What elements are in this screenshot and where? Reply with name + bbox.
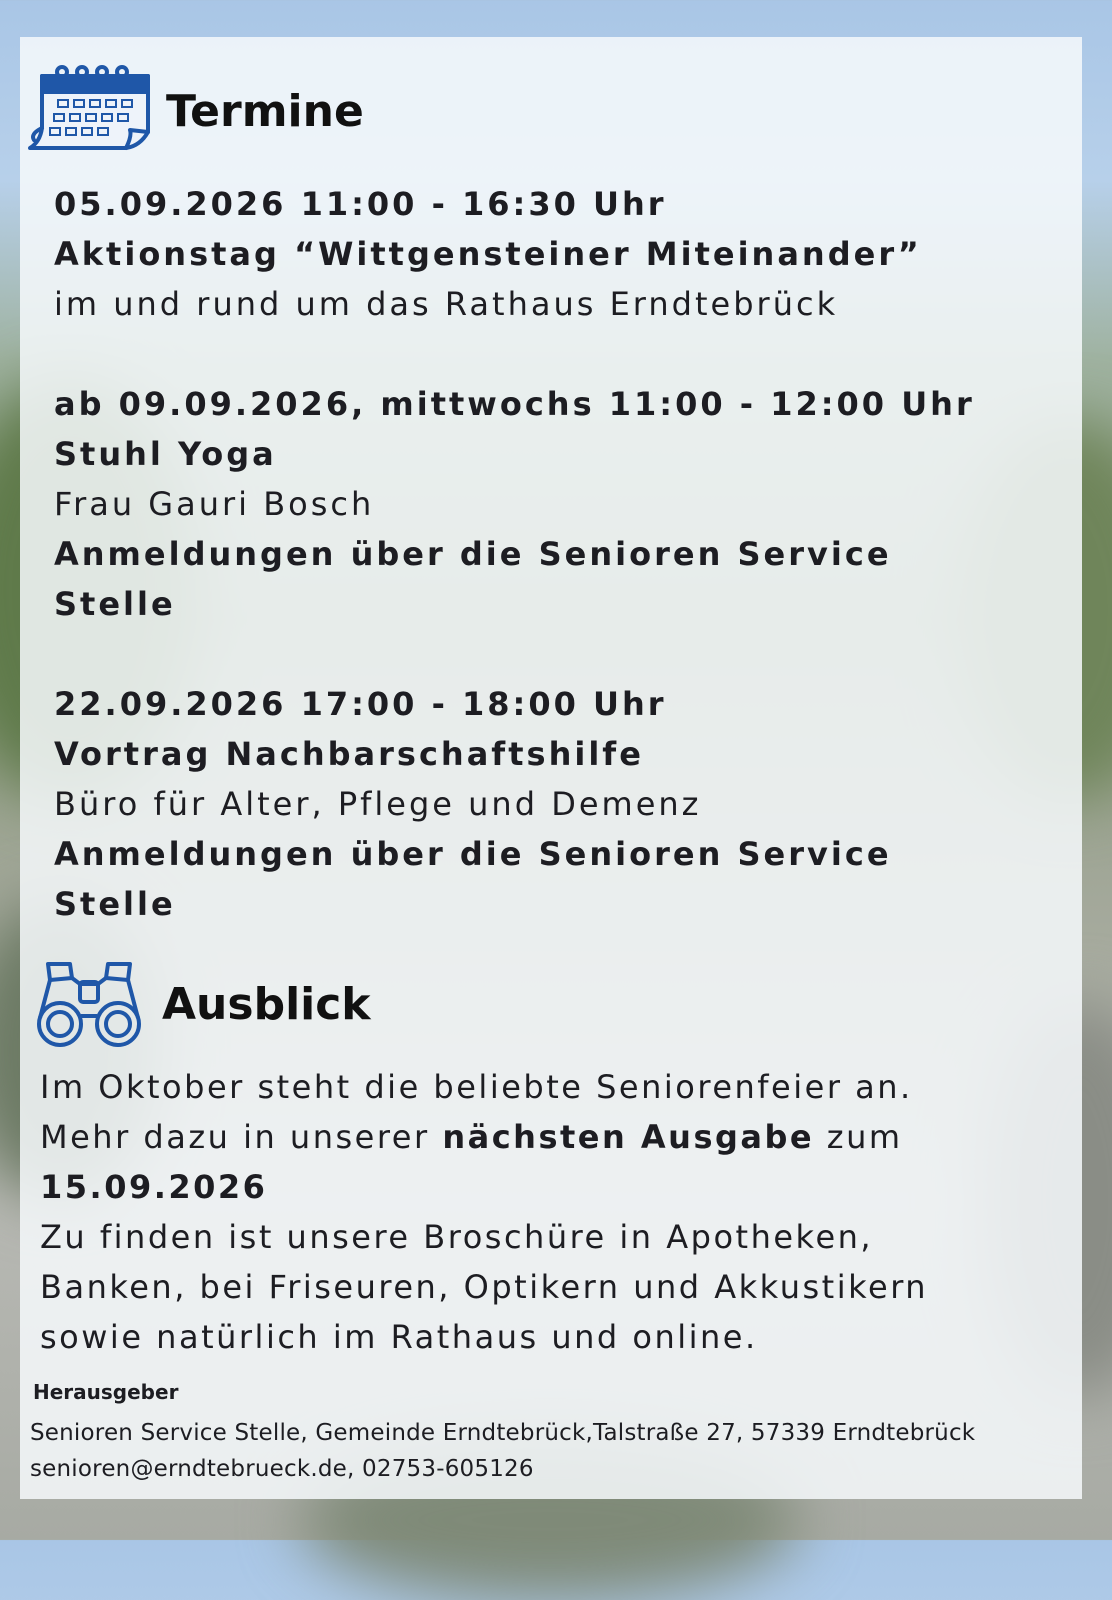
event-title: Aktionstag “Wittgensteiner Miteinander” — [54, 235, 922, 273]
ausblick-line: sowie natürlich im Rathaus und online. — [40, 1318, 758, 1356]
publisher-label: Herausgeber — [33, 1380, 179, 1404]
event-datetime: 22.09.2026 17:00 - 18:00 Uhr — [54, 685, 667, 723]
event-detail: im und rund um das Rathaus Erndtebrück — [54, 285, 839, 323]
event-registration: Stelle — [54, 885, 176, 923]
ausblick-line-text: zum — [814, 1118, 903, 1156]
event-1 — [54, 179, 922, 329]
event-title: Vortrag Nachbarschaftshilfe — [54, 735, 644, 773]
ausblick-line: Im Oktober steht die beliebte Seniorenfeier an. — [40, 1068, 913, 1106]
binoculars-icon — [36, 958, 142, 1050]
ausblick-line — [40, 1112, 928, 1162]
event-registration: Anmeldungen über die Senioren Service — [54, 835, 892, 873]
ausblick-next-issue: nächsten Ausgabe — [442, 1118, 815, 1156]
event-datetime: 05.09.2026 11:00 - 16:30 Uhr — [54, 185, 667, 223]
event-3 — [54, 679, 892, 929]
event-detail: Büro für Alter, Pflege und Demenz — [54, 785, 702, 823]
ausblick-line: Banken, bei Friseuren, Optikern und Akkustikern — [40, 1268, 929, 1306]
event-registration: Stelle — [54, 585, 176, 623]
publisher-contact: senioren@erndtebrueck.de, 02753-605126 — [30, 1456, 534, 1482]
ausblick-header — [36, 958, 371, 1050]
ausblick-text — [40, 1062, 928, 1362]
ausblick-line: Zu finden ist unsere Broschüre in Apotheken, — [40, 1218, 874, 1256]
event-registration: Anmeldungen über die Senioren Service — [54, 535, 892, 573]
event-datetime: ab 09.09.2026, mittwochs 11:00 - 12:00 Uhr — [54, 385, 975, 423]
event-title: Stuhl Yoga — [54, 435, 277, 473]
event-detail: Frau Gauri Bosch — [54, 485, 375, 523]
termine-heading: Termine — [166, 85, 364, 137]
event-2 — [54, 379, 975, 629]
calendar-icon — [26, 62, 154, 152]
ausblick-heading: Ausblick — [162, 978, 371, 1030]
termine-header — [26, 62, 364, 152]
publisher-address: Senioren Service Stelle, Gemeinde Erndtebrück,Talstraße 27, 57339 Erndtebrück — [30, 1420, 976, 1446]
ausblick-date: 15.09.2026 — [40, 1168, 268, 1206]
ausblick-line-text: Mehr dazu in unserer — [40, 1118, 443, 1156]
